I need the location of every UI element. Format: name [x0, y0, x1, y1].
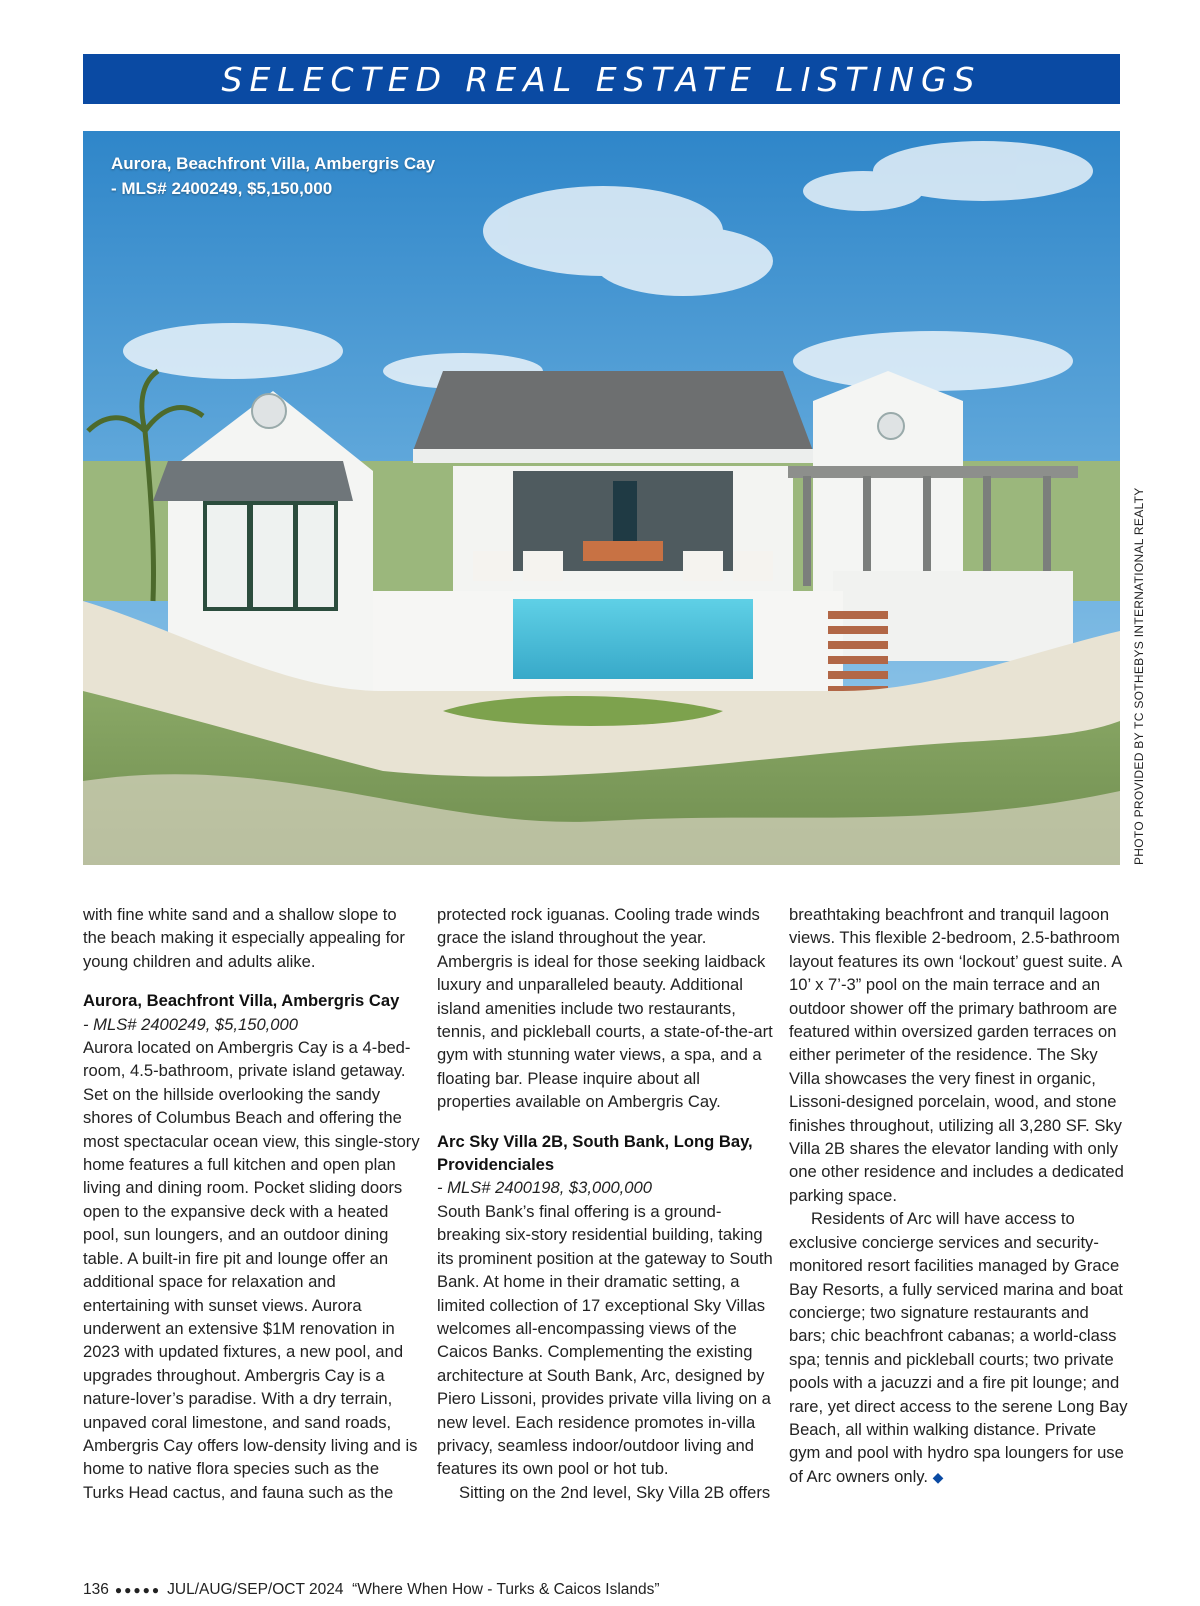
- footer-dots-icon: ●●●●●: [114, 1583, 162, 1597]
- arc-listing-body: South Bank’s final offering is a ground-breaking six-story residential building, taking its prominent position at the gateway to South Bank. At home in their dramatic setting, a limited collection of 17 exceptional Sky Villas welcomes all-encompassing views of the Caicos Banks. Complementing the existing architecture at South Bank, Arc, designed by Piero Lissoni, provides private villa living on a new level. Each residence promotes in-villa privacy, seamless indoor/outdoor living and features its own pool or hot tub.: [437, 1201, 773, 1479]
- arc-listing-title: Arc Sky Villa 2B, South Bank, Long Bay, Providenciales: [437, 1131, 753, 1175]
- page-footer: [83, 1581, 660, 1599]
- publication-name: “Where When How - Turks & Caicos Islands”: [352, 1581, 660, 1598]
- issue-date: JUL/AUG/SEP/OCT 2024: [167, 1581, 344, 1598]
- article-column-2: [437, 903, 777, 1504]
- photo-caption: [111, 151, 471, 201]
- end-mark-icon: ◆: [932, 1468, 944, 1485]
- column3-body: breathtaking beachfront and tranquil lagoon views. This flexible 2-bedroom, 2.5-bathroom layout features its own ‘lockout’ guest suite. A 10’ x 7’-3” pool on the main terrace and an outdoor shower off the primary bathroom are featured within oversized garden terraces on either perimeter of the residence. The Sky Villa showcases the very finest in organic, Lissoni-designed porcelain, wood, and stone finishes throughout, utilizing all 3,280 SF. Sky Villa 2B shares the elevator landing with only one other residence and includes a dedicated parking space.: [789, 905, 1124, 1205]
- caption-line-1: Aurora, Beachfront Villa, Ambergris Cay: [111, 154, 436, 173]
- article-column-3: [789, 903, 1129, 1489]
- column3-body-2: [789, 1207, 1129, 1489]
- photo-credit-text: PHOTO PROVIDED BY TC SOTHEBYS INTERNATIONAL REALTY: [1132, 487, 1146, 865]
- page-banner: [83, 54, 1120, 104]
- arc-listing-mls: - MLS# 2400198, $3,000,000: [437, 1178, 652, 1198]
- page-number: 136: [83, 1581, 109, 1598]
- villa-photo-illustration: [83, 131, 1120, 865]
- column3-body-2-text: Residents of Arc will have access to exclusive concierge services and security-monitored resort facilities managed by Grace Bay Resorts, a fully serviced marina and boat concierge; two signature restaurants and bars; chic beachfront cabanas; a world-class spa; tennis and pickleball courts; two private pools with a jacuzzi and a fire pit lounge; and rare, yet direct access to the serene Long Bay Beach, all within walking distance. Private gym and pool with hydro spa loungers for use of Arc owners only.: [789, 1209, 1128, 1486]
- aurora-listing-body: Aurora located on Ambergris Cay is a 4-bed-room, 4.5-bathroom, private island getaway. Set on the hillside overlooking the sandy shores of Columbus Beach and offering the most spectacular ocean view, this single-story home features a full kitchen and open plan living and dining room. Pocket sliding doors open to the expansive deck with a heated pool, sun loungers, and an outdoor dining table. A built-in fire pit and lounge offer an additional space for relaxation and entertaining with sunset views. Aurora underwent an extensive $1M renovation in 2023 with updated fixtures, a new pool, and upgrades throughout. Ambergris Cay is a nature-lover’s paradise. With a dry terrain, unpaved coral limestone, and sand roads, Ambergris Cay offers low-density living and is home to native flora species such as the Turks Head cactus, and fauna such as the: [83, 1038, 420, 1502]
- column1-intro: with fine white sand and a shallow slope to the beach making it especially appealing for young children and adults alike.: [83, 905, 405, 971]
- article-column-1: [83, 903, 423, 1504]
- aurora-listing-title: Aurora, Beachfront Villa, Ambergris Cay: [83, 991, 400, 1011]
- caption-line-2: - MLS# 2400249, $5,150,000: [111, 179, 333, 198]
- listing-photo: [83, 131, 1120, 865]
- banner-title: SELECTED REAL ESTATE LISTINGS: [221, 59, 982, 99]
- arc-listing-body-2: Sitting on the 2nd level, Sky Villa 2B offers: [459, 1482, 771, 1502]
- photo-credit: [1132, 487, 1156, 885]
- aurora-listing-mls: - MLS# 2400249, $5,150,000: [83, 1014, 298, 1034]
- column2-intro: protected rock iguanas. Cooling trade winds grace the island throughout the year. Ambergris is ideal for those seeking laidback luxury and unparalleled beauty. Additional island amenities include two restaurants, tennis, and pickleball courts, a state-of-the-art gym with stunning water views, a spa, and a floating bar. Please inquire about all properties available on Ambergris Cay.: [437, 905, 773, 1112]
